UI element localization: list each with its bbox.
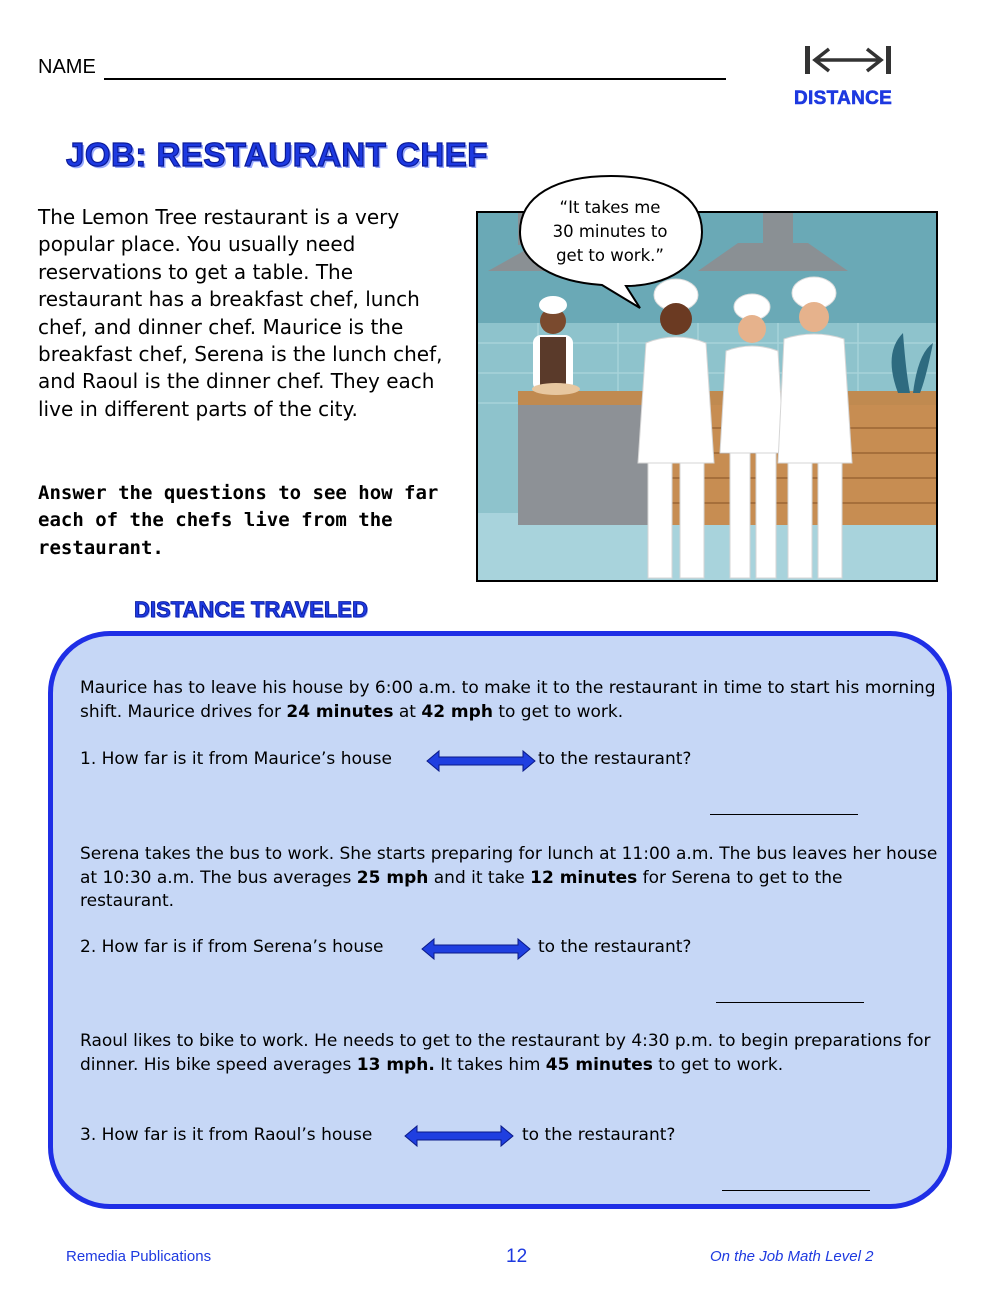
double-arrow-icon: [403, 1124, 515, 1148]
question-2-end: to the restaurant?: [538, 937, 692, 957]
question-3-start: 3. How far is it from Raoul’s house: [80, 1125, 373, 1145]
double-arrow-icon: [420, 937, 532, 961]
topic-tag: DISTANCE: [794, 88, 893, 109]
speech-line: get to work.”: [556, 246, 664, 265]
section-title: DISTANCE TRAVELED: [134, 597, 368, 622]
question-1-end: to the restaurant?: [538, 749, 692, 769]
footer-book-title: On the Job Math Level 2: [710, 1248, 874, 1265]
question-1-start: 1. How far is it from Maurice’s house: [80, 749, 392, 769]
speech-bubble-text: [526, 196, 694, 268]
page-title: JOB: RESTAURANT CHEF: [66, 136, 488, 173]
question-3-end: to the restaurant?: [522, 1125, 676, 1145]
speech-line: “It takes me: [559, 198, 661, 217]
name-blank-line[interactable]: [104, 78, 726, 80]
intro-paragraph: The Lemon Tree restaurant is a very popular place. You usually need reservations to get a table. The restaurant has a breakfast chef, lunch chef, and dinner chef. Maurice is the breakfast chef, Serena is the lunch chef, and Raoul is the dinner chef. They each live in different parts of the city.: [38, 205, 443, 421]
speech-line: 30 minutes to: [552, 222, 668, 241]
problem-3-text: Raoul likes to bike to work. He needs to get to the restaurant by 4:30 p.m. to begin preparations for dinner. His bike speed averages 13 mph. It takes him 45 minutes to get to work.: [80, 1031, 931, 1075]
double-arrow-icon: [425, 749, 537, 773]
answer-3-line[interactable]: [722, 1190, 870, 1191]
footer-page-number: 12: [506, 1246, 528, 1267]
problem-2-text: Serena takes the bus to work. She starts preparing for lunch at 11:00 a.m. The bus leaves her house at 10:30 a.m. The bus averages 25 mph and it take 12 minutes for Serena to get to the restaurant.: [80, 844, 938, 911]
problem-1-text: Maurice has to leave his house by 6:00 a.m. to make it to the restaurant in time to start his morning shift. Maurice drives for 24 minutes at 42 mph to get to work.: [80, 678, 936, 722]
answer-2-line[interactable]: [716, 1002, 864, 1003]
instruction-text: Answer the questions to see how far each of the chefs live from the restaurant.: [38, 482, 439, 559]
answer-1-line[interactable]: [710, 814, 858, 815]
distance-arrow-icon: [803, 42, 893, 78]
footer-publisher: Remedia Publications: [66, 1248, 212, 1265]
name-label: NAME: [38, 56, 96, 78]
question-2-start: 2. How far is if from Serena’s house: [80, 937, 384, 957]
